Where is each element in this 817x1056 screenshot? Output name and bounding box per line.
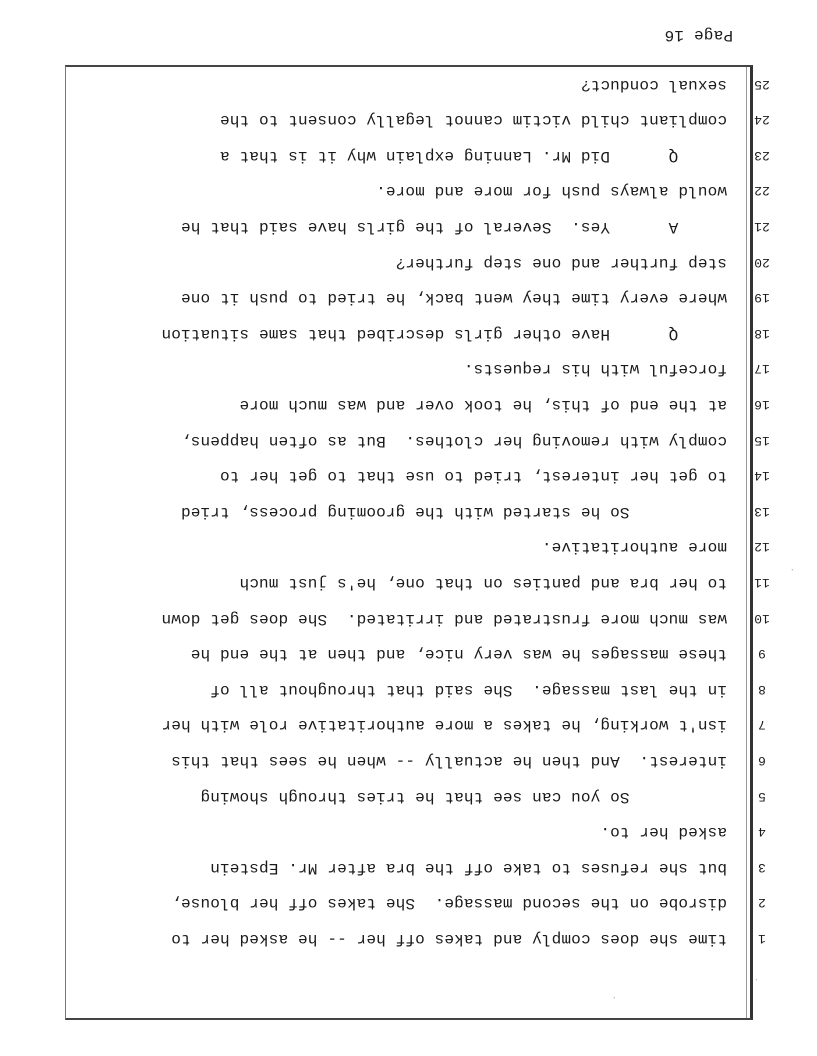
line-number: 19 [754, 290, 770, 306]
transcript-line [77, 572, 777, 592]
line-number: 24 [754, 112, 770, 128]
line-text: So you can see that he tries through showing [200, 787, 727, 806]
line-text: interest. And then he actually -- when he sees that this [171, 752, 727, 770]
line-number: 11 [754, 575, 770, 590]
line-number: 25 [754, 76, 770, 92]
line-text: Q Have other girls described that same situation [161, 324, 727, 343]
line-number: 6 [758, 753, 766, 768]
transcript-line [77, 145, 777, 165]
line-number: 23 [754, 147, 770, 163]
line-text: time she does comply and takes off her -- he asked her to [171, 930, 727, 948]
line-number: 10 [754, 610, 770, 626]
line-number: 20 [754, 254, 770, 270]
scan-speck: . [789, 566, 795, 576]
transcript-line [77, 180, 777, 200]
scan-speck: . [611, 994, 617, 1004]
transcript-line [77, 892, 777, 912]
transcript-line [77, 608, 777, 628]
transcript-line [77, 252, 777, 272]
transcript-line [77, 323, 777, 343]
line-number: 17 [754, 361, 770, 377]
line-text: comply with removing her clothes. But as often happens, [180, 431, 727, 450]
line-text: asked her to. [600, 823, 727, 842]
line-number: 18 [754, 325, 770, 341]
line-text: Q Did Mr. Lanning explain why it is that a [219, 146, 727, 165]
line-text: more authoritative. [541, 538, 727, 557]
line-text: in the last massage. She said that throughout all of [210, 680, 727, 699]
line-number: 9 [758, 646, 766, 662]
line-number: 21 [754, 219, 770, 234]
line-number: 13 [754, 503, 770, 519]
line-text: at the end of this, he took over and was much more [239, 396, 727, 414]
transcript-line [77, 501, 777, 521]
transcript-line [77, 109, 777, 129]
line-text: compliant child victim cannot legally consent to the [219, 111, 727, 130]
transcript-line [77, 821, 777, 841]
line-text: A Yes. Several of the girls have said that he [180, 218, 727, 236]
line-number: 22 [754, 183, 770, 199]
transcript-line [77, 786, 777, 806]
line-number: 16 [754, 397, 770, 412]
line-number: 14 [754, 468, 770, 484]
line-text: where every time they went back, he tried to push it one [180, 289, 727, 308]
line-text: was much more frustrated and irritated. She does get down [161, 609, 727, 628]
transcript-line [77, 679, 777, 699]
line-text: to her bra and panties on that one, he's just much [239, 574, 727, 592]
line-text: step further and one step further? [395, 253, 727, 272]
transcript-line [77, 465, 777, 485]
transcript-line [77, 430, 777, 450]
scan-speck: . [753, 976, 759, 986]
transcript-line [77, 643, 777, 663]
line-number: 8 [758, 681, 766, 697]
transcript-line [77, 74, 777, 94]
transcript-line [77, 714, 777, 734]
transcript-line [77, 394, 777, 414]
transcript-line [77, 358, 777, 378]
line-number: 12 [754, 539, 770, 555]
transcript-line [77, 750, 777, 770]
line-number: 5 [758, 788, 766, 804]
line-text: these massages he was very nice, and then at the end he [190, 645, 727, 664]
line-number: 7 [758, 717, 766, 733]
line-text: sexual conduct? [580, 75, 727, 94]
transcript-line [77, 216, 777, 236]
page-number-label: Page 16 [664, 26, 733, 44]
line-text: So he started with the grooming process, tried [180, 502, 727, 521]
line-text: isn't working, he takes a more authoritative role with her [161, 716, 727, 735]
line-text: forceful with his requests. [463, 360, 727, 379]
line-number: 15 [754, 432, 770, 448]
line-text: disrobe on the second massage. She takes off her blouse, [171, 894, 727, 913]
line-text: would always push for more and more. [375, 182, 727, 201]
line-text: to get her interest, tried to use that to get her to [219, 467, 727, 486]
transcript-line [77, 536, 777, 556]
transcript-line [77, 287, 777, 307]
line-number: 1 [758, 931, 766, 946]
line-number: 3 [758, 859, 766, 875]
transcript-line [77, 928, 777, 948]
line-number: 2 [758, 895, 766, 911]
line-text: but she refuses to take off the bra after Mr. Epstein [210, 858, 727, 877]
line-number: 4 [758, 824, 766, 840]
transcript-line [77, 857, 777, 877]
